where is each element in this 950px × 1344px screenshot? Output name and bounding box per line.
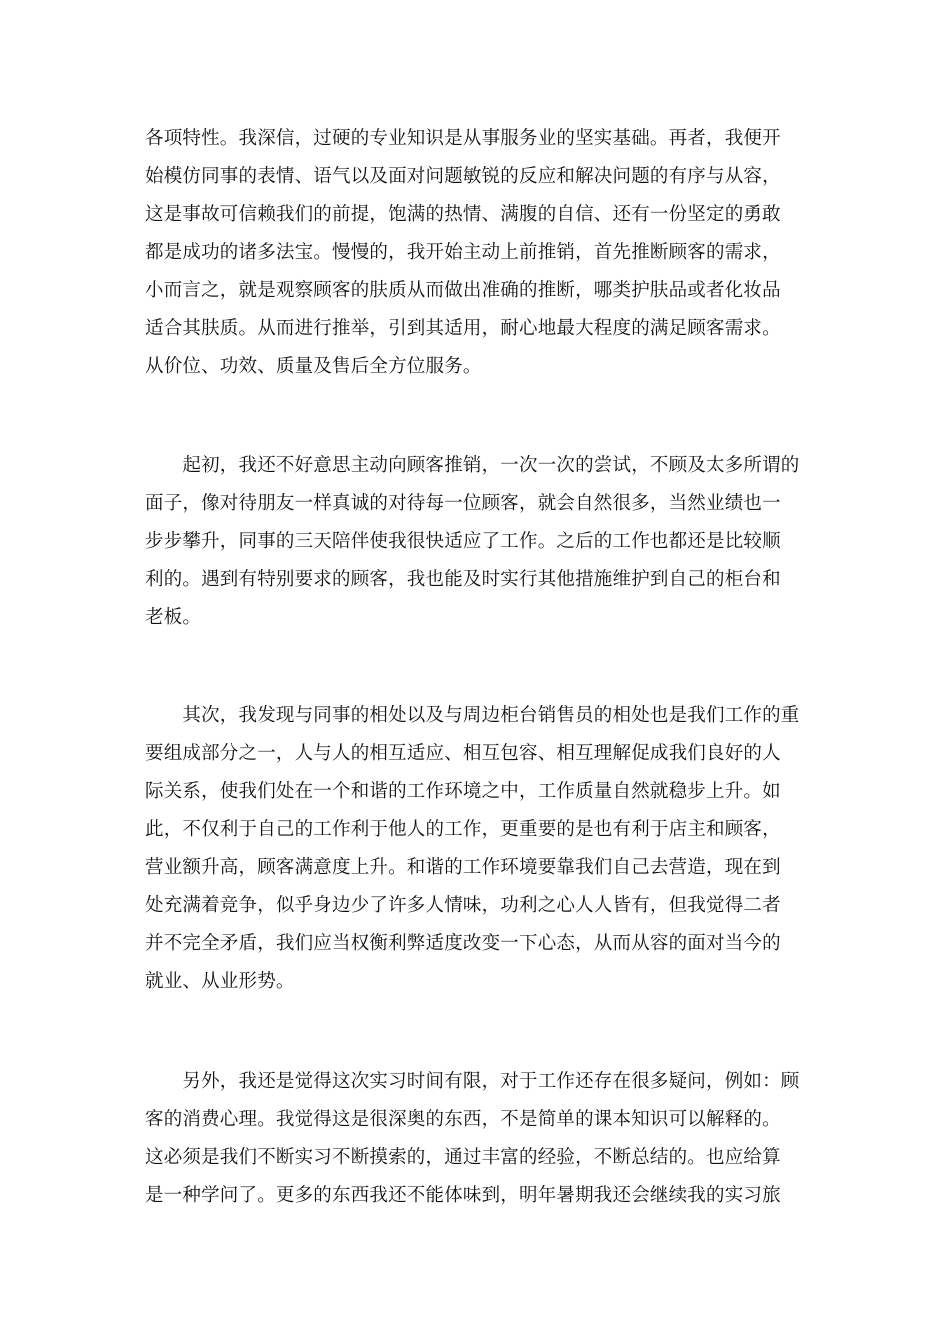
paragraph-4: [145, 1063, 805, 1215]
paragraph-2: [145, 447, 805, 637]
paragraph-3: [145, 697, 805, 1001]
text-line: 要组成部分之一，人与人的相互适应、相互包容、相互理解促成我们良好的人: [145, 743, 781, 764]
text-line: 各项特性。我深信，过硬的专业知识是从事服务业的坚实基础。再者，我便开: [145, 128, 781, 149]
text-line: 客的消费心理。我觉得这是很深奥的东西，不是简单的课本知识可以解释的。: [145, 1109, 781, 1130]
text-line: 是一种学问了。更多的东西我还不能体味到，明年暑期我还会继续我的实习旅: [145, 1185, 781, 1206]
text-line: 从价位、功效、质量及售后全方位服务。: [145, 356, 482, 377]
text-line: 始模仿同事的表情、语气以及面对问题敏锐的反应和解决问题的有序与从容，: [145, 166, 781, 187]
text-line: 适合其肤质。从而进行推举，引到其适用，耐心地最大程度的满足顾客需求。: [145, 318, 781, 339]
text-line: 处充满着竞争，似乎身边少了许多人情味，功利之心人人皆有，但我觉得二者: [145, 895, 781, 916]
text-line: 另外，我还是觉得这次实习时间有限，对于工作还存在很多疑问，例如：顾: [145, 1071, 800, 1092]
text-line: 营业额升高，顾客满意度上升。和谐的工作环境要靠我们自己去营造，现在到: [145, 857, 781, 878]
text-line: 小而言之，就是观察顾客的肤质从而做出准确的推断，哪类护肤品或者化妆品: [145, 280, 781, 301]
text-line: 际关系，使我们处在一个和谐的工作环境之中，工作质量自然就稳步上升。如: [145, 781, 781, 802]
paragraph-1: [145, 120, 805, 386]
text-line: 都是成功的诸多法宝。慢慢的，我开始主动上前推销，首先推断顾客的需求，: [145, 242, 781, 263]
text-line: 其次，我发现与同事的相处以及与周边柜台销售员的相处也是我们工作的重: [145, 705, 800, 726]
text-line: 就业、从业形势。: [145, 971, 295, 992]
text-line: 面子，像对待朋友一样真诚的对待每一位顾客，就会自然很多，当然业绩也一: [145, 493, 781, 514]
text-line: 步步攀升，同事的三天陪伴使我很快适应了工作。之后的工作也都还是比较顺: [145, 531, 781, 552]
text-line: 这是事故可信赖我们的前提，饱满的热情、满腹的自信、还有一份坚定的勇敢: [145, 204, 781, 225]
text-line: 起初，我还不好意思主动向顾客推销，一次一次的尝试，不顾及太多所谓的: [145, 455, 800, 476]
text-line: 老板。: [145, 607, 202, 628]
text-line: 并不完全矛盾，我们应当权衡利弊适度改变一下心态，从而从容的面对当今的: [145, 933, 781, 954]
text-line: 这必须是我们不断实习不断摸索的，通过丰富的经验，不断总结的。也应给算: [145, 1147, 781, 1168]
text-line: 利的。遇到有特别要求的顾客，我也能及时实行其他措施维护到自己的柜台和: [145, 569, 781, 590]
text-line: 此，不仅利于自己的工作利于他人的工作，更重要的是也有利于店主和顾客，: [145, 819, 781, 840]
